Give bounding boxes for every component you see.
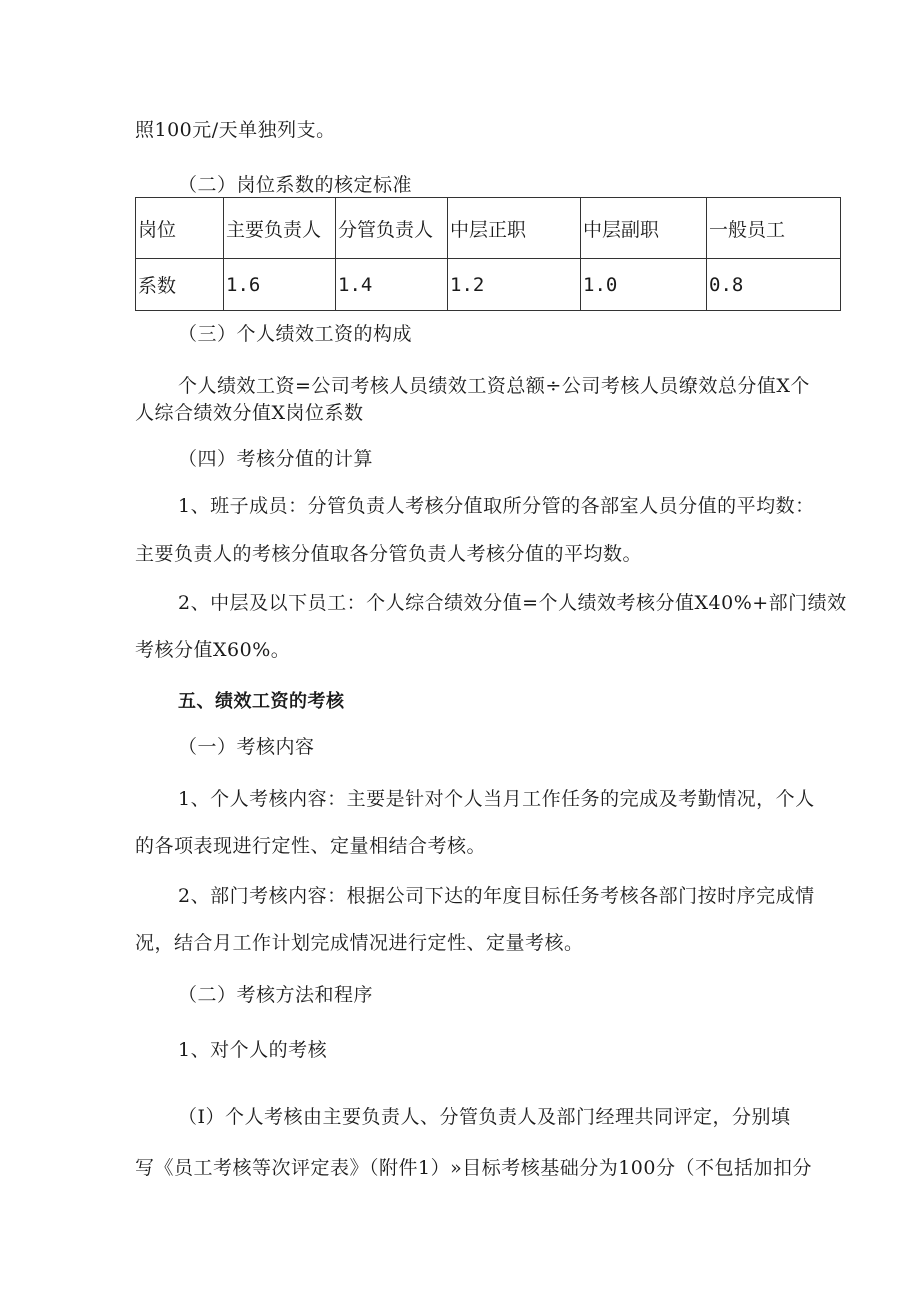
section-heading: （三）个人绩效工资的构成 (178, 323, 413, 345)
paragraph-text: 的各项表现进行定性、定量相结合考核。 (135, 835, 487, 857)
paragraph-text: 1、对个人的考核 (178, 1039, 328, 1061)
table-cell: 0.8 (707, 259, 841, 311)
table-cell: 系数 (136, 259, 224, 311)
table-cell: 1.4 (336, 259, 448, 311)
paragraph-text: 1、班子成员：分管负责人考核分值取所分管的各部室人员分值的平均数： (178, 495, 815, 517)
paragraph-text: 2、中层及以下员工：个人综合绩效分值=个人绩效考核分值X40%+部门绩效 (178, 592, 847, 614)
table-cell: 一般员工 (707, 198, 841, 259)
section-heading: （二）考核方法和程序 (178, 984, 374, 1006)
paragraph-text: 个人绩效工资=公司考核人员绩效工资总额÷公司考核人员缭效总分值X个 (178, 375, 810, 397)
paragraph-text: 写《员工考核等次评定表》（附件1）»目标考核基础分为100分（不包括加扣分 (135, 1157, 812, 1179)
table-cell: 中层副职 (581, 198, 707, 259)
table-cell: 分管负责人 (336, 198, 448, 259)
table-cell: 岗位 (136, 198, 224, 259)
paragraph-text: （I）个人考核由主要负责人、分管负责人及部门经理共同评定，分别填 (178, 1106, 791, 1128)
paragraph-text: 2、部门考核内容：根据公司下达的年度目标任务考核各部门按时序完成情 (178, 885, 815, 907)
table-cell: 主要负责人 (224, 198, 336, 259)
table-cell: 1.6 (224, 259, 336, 311)
paragraph-text: 1、个人考核内容：主要是针对个人当月工作任务的完成及考勤情况，个人 (178, 788, 815, 810)
table-cell: 1.2 (448, 259, 581, 311)
paragraph-text: 照100元/天单独列支。 (135, 119, 336, 141)
table-row (136, 259, 841, 311)
table-cell: 1.0 (581, 259, 707, 311)
paragraph-text: 主要负责人的考核分值取各分管负责人考核分值的平均数。 (135, 543, 643, 565)
paragraph-text: 人综合绩效分值X岗位系数 (135, 402, 364, 424)
paragraph-text: 况，结合月工作计划完成情况进行定性、定量考核。 (135, 932, 584, 954)
position-coefficient-table (135, 197, 841, 311)
section-heading: （二）岗位系数的核定标准 (178, 174, 413, 196)
section-heading: （四）考核分值的计算 (178, 448, 374, 470)
table-header-row (136, 198, 841, 259)
chapter-heading: 五、绩效工资的考核 (178, 691, 345, 712)
section-heading: （一）考核内容 (178, 736, 315, 758)
paragraph-text: 考核分值X60%。 (135, 639, 291, 661)
table-cell: 中层正职 (448, 198, 581, 259)
